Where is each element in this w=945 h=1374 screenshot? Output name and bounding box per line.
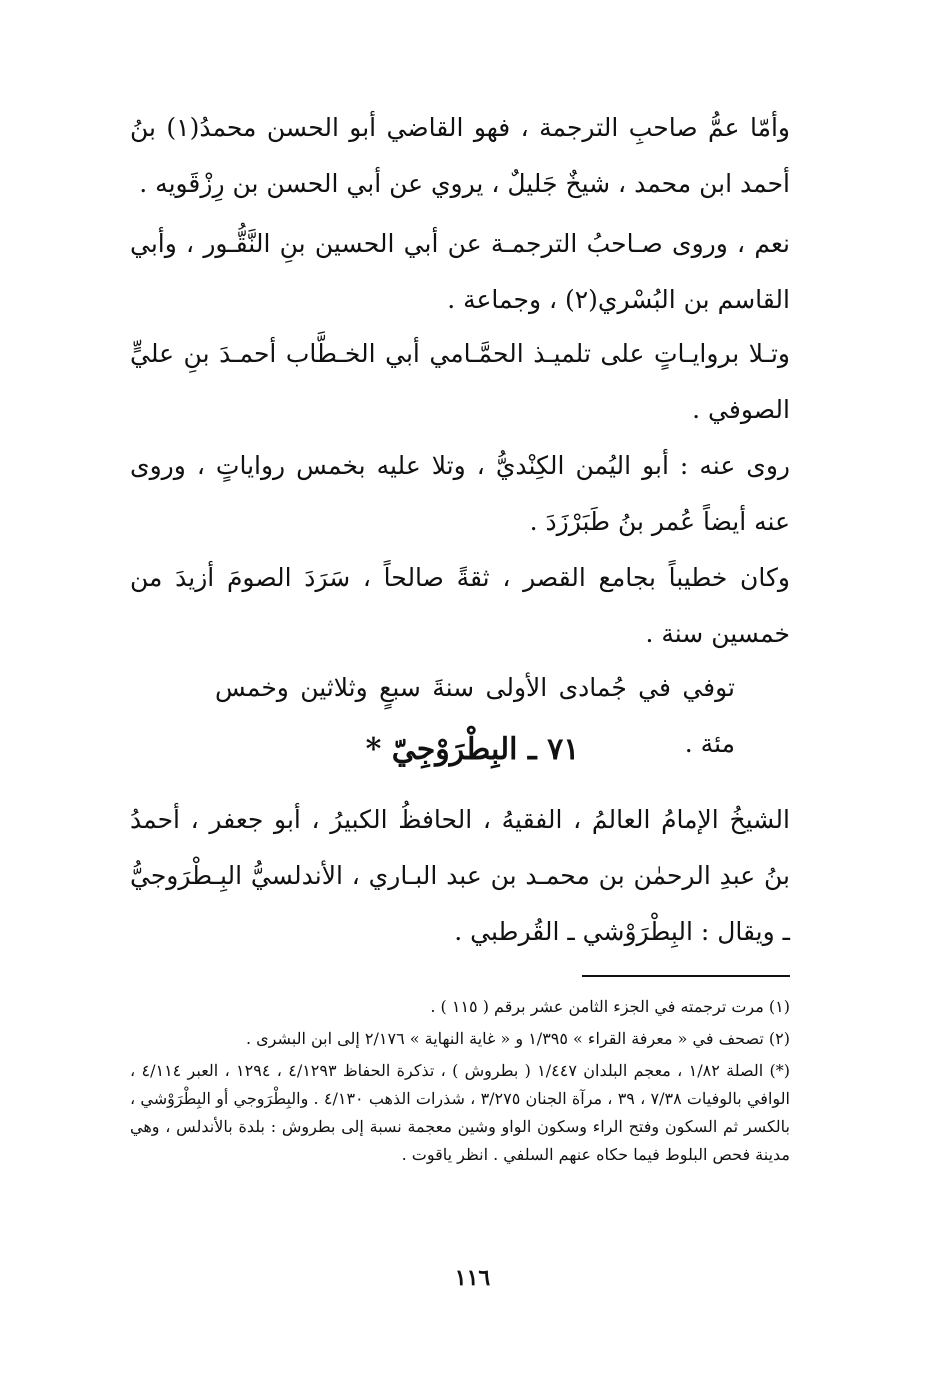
paragraph-teachers: نعم ، وروى صـاحبُ الترجمـة عن أبي الحسين بنِ النَّقُّـور ، وأبي القاسم بن البُسْري(٢) ، وجماعة . <box>130 229 790 314</box>
paragraph-students: روى عنه : أبو اليُمن الكِنْديُّ ، وتلا عليه بخمس رواياتٍ ، وروى عنه أيضاً عُمر بنُ طَبَرْزَدَ . <box>130 451 790 536</box>
paragraph-description: وكان خطيباً بجامع القصر ، ثقةً صالحاً ، سَرَدَ الصومَ أزيدَ من خمسين سنة . <box>130 563 790 648</box>
paragraph-death: توفي في جُمادى الأولى سنةَ سبعٍ وثلاثين وخمس مئة . <box>215 673 735 758</box>
footnote-1: (١) مرت ترجمته في الجزء الثامن عشر برقم ( ١١٥ ) . <box>430 997 790 1016</box>
footnote-2: (٢) تصحف في « معرفة القراء » ١/٣٩٥ و « غاية النهاية » ٢/١٧٦ إلى ابن البشرى . <box>245 1029 790 1048</box>
paragraph-entry-71: الشيخُ الإمامُ العالمُ ، الفقيهُ ، الحافظُ الكبيرُ ، أبو جعفر ، أحمدُ بنُ عبدِ الرحمٰن بن محمـد بن عبد البـاري ، الأندلسيُّ البِـطْرَوجيُّ ـ ويقال : البِطْرَوْشي ـ القُرطبي . <box>130 805 790 946</box>
footnote-star: (*) الصلة ١/٨٢ ، معجم البلدان ١/٤٤٧ ( بطروش ) ، تذكرة الحفاظ ٤/١٢٩٣ ، ١٢٩٤ ، العبر ٤/١١٤ ، الوافي بالوفيات ٧/٣٨ ، ٣٩ ، مرآة الجنان ٣/٢٧٥ ، شذرات الذهب ٤/١٣٠ . والبِطْرَوجي أو البِطْرَوْشي ، بالكسر ثم السكون وفتح الراء وسكون الواو وشين معجمة نسبة إلى بطروش : بلدة بالأندلس ، وهي مدينة فحص البلوط فيما حكاه عنهم السلفي . انظر ياقوت . <box>130 1061 791 1164</box>
entry-heading: ٧١ ـ البِطْرَوْجِيّ * <box>365 732 580 767</box>
page-number: ١١٦ <box>454 1265 491 1291</box>
footnote-divider <box>582 975 790 977</box>
paragraph-recitation: وتـلا بروايـاتٍ على تلميـذ الحمَّـامي أبي الخـطَّاب أحمـدَ بنِ عليٍّ الصوفي . <box>130 339 790 424</box>
paragraph-uncle: وأمّا عمُّ صاحبِ الترجمة ، فهو القاضي أبو الحسن محمدُ(١) بنُ أحمد ابن محمد ، شيخٌ جَليلٌ ، يروي عن أبي الحسن بن رِزْقَويه . <box>130 113 790 198</box>
